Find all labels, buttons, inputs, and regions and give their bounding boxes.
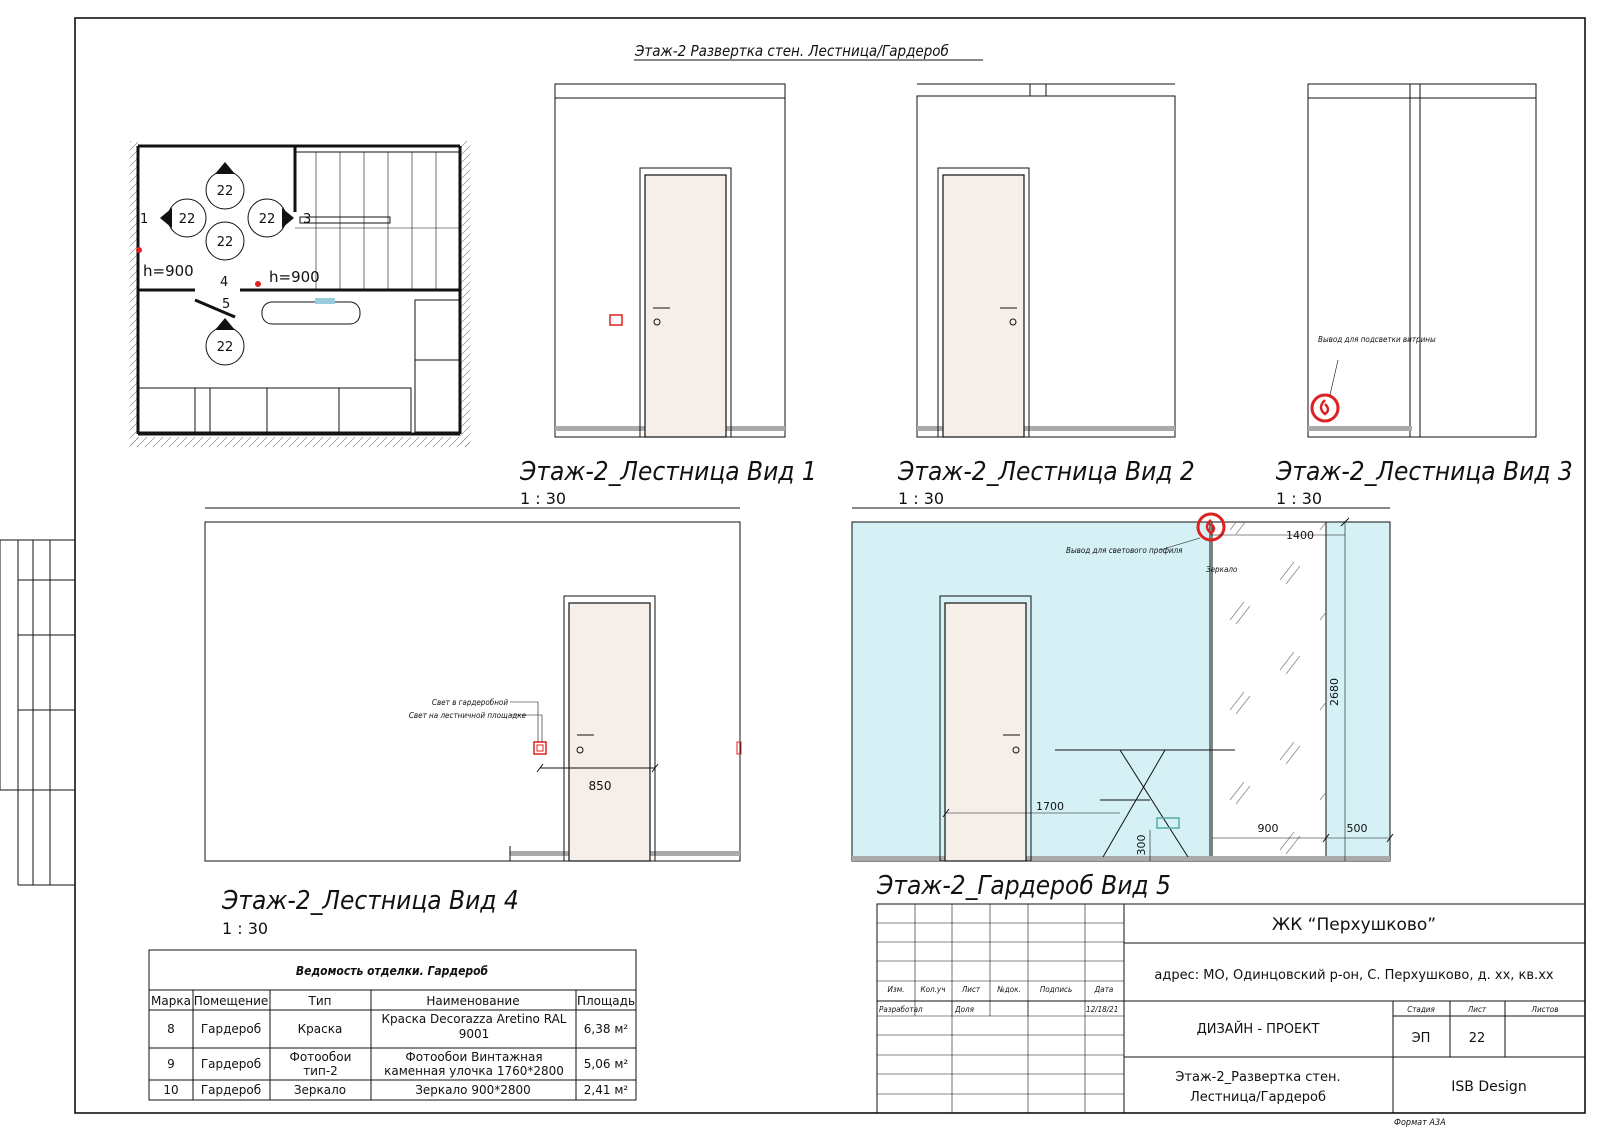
dim-mirror-width: 900 xyxy=(1257,822,1279,835)
dim-right: 500 xyxy=(1346,822,1368,835)
mirror-note: Зеркало xyxy=(1206,565,1238,574)
table-cell: Краска xyxy=(297,1022,343,1036)
dim-door-width: 850 xyxy=(588,779,612,793)
table-title: Ведомость отделки. Гардероб xyxy=(295,964,489,978)
doc-type: ДИЗАЙН - ПРОЕКТ xyxy=(1196,1022,1320,1037)
elevation-view-2 xyxy=(917,84,1175,437)
view-number: 5 xyxy=(222,297,231,312)
table-cell: 10 xyxy=(163,1083,179,1097)
marker-label: 22 xyxy=(216,184,234,199)
light-note-1: Свет в гардеробной xyxy=(431,698,508,707)
table-cell: Зеркало xyxy=(293,1083,347,1097)
view-3-title: Этаж-2_Лестница Вид 3 xyxy=(1276,457,1573,487)
view-3-scale: 1 : 30 xyxy=(1276,489,1323,508)
stamp-col: Лист xyxy=(961,985,981,994)
format-label: Формат А3А xyxy=(1394,1118,1446,1128)
table-header: Тип xyxy=(308,994,332,1008)
marker-label: 22 xyxy=(178,212,196,227)
sheet-title: Этаж-2 Развертка стен. Лестница/Гардероб xyxy=(635,42,949,60)
marker-label: 22 xyxy=(216,235,234,250)
table-cell: Краска Decorazza Aretino RAL 9001 xyxy=(381,1012,567,1041)
stamp-col: Подпись xyxy=(1039,985,1073,994)
table-cell: 2,41 м² xyxy=(583,1083,629,1097)
sheet-label: Лист xyxy=(1467,1005,1487,1014)
dim-low: 300 xyxy=(1135,834,1148,856)
view-4-title: Этаж-2_Лестница Вид 4 xyxy=(222,886,519,916)
elevation-view-4 xyxy=(205,508,741,861)
dim-left: 1700 xyxy=(1036,800,1064,813)
table-cell: Гардероб xyxy=(200,1022,262,1036)
elevation-view-5 xyxy=(852,508,1393,861)
stamp-col: Изм. xyxy=(887,985,905,994)
view-2-title: Этаж-2_Лестница Вид 2 xyxy=(898,457,1195,487)
table-cell: 6,38 м² xyxy=(583,1022,629,1036)
light-note-2: Свет на лестничной площадке xyxy=(408,711,526,720)
sheet-name-line-1: Этаж-2_Развертка стен. xyxy=(1175,1070,1341,1085)
floor-plan xyxy=(130,141,470,447)
view-number: 1 xyxy=(140,212,149,227)
stamp-col: Дата xyxy=(1094,985,1114,994)
view-5-title: Этаж-2_Гардероб Вид 5 xyxy=(877,871,1171,901)
elevation-view-3 xyxy=(1308,84,1536,437)
marker-label: 22 xyxy=(216,340,234,355)
developer-label: Разработал xyxy=(879,1005,923,1014)
marker-label: 22 xyxy=(258,212,276,227)
view-1-scale: 1 : 30 xyxy=(520,489,567,508)
stamp-col: Кол.уч xyxy=(920,985,946,994)
project-name: ЖК “Перхушково” xyxy=(1271,915,1437,935)
table-cell: 5,06 м² xyxy=(583,1057,629,1071)
stage-label: Стадия xyxy=(1407,1005,1435,1014)
table-cell: 9 xyxy=(167,1057,175,1071)
table-header: Наименование xyxy=(426,994,520,1008)
view-number: 3 xyxy=(303,212,312,227)
sheets-label: Листов xyxy=(1531,1005,1559,1014)
profile-note: Вывод для светового профиля xyxy=(1066,546,1183,555)
table-cell: Фотообои Винтажная каменная улочка 1760*2800 xyxy=(384,1050,564,1078)
table-cell: Зеркало 900*2800 xyxy=(415,1083,531,1097)
developer-name: Доля xyxy=(955,1005,974,1014)
table-cell: Гардероб xyxy=(200,1083,262,1097)
dim-top-width: 1400 xyxy=(1286,529,1314,542)
table-cell: Гардероб xyxy=(200,1057,262,1071)
company-name: ISB Design xyxy=(1451,1079,1527,1095)
table-cell: 8 xyxy=(167,1022,175,1036)
stamp-date: 12/18/21 xyxy=(1086,1005,1119,1014)
dim-height: 2680 xyxy=(1328,678,1341,706)
height-note: h=900 xyxy=(269,268,320,286)
table-header: Помещение xyxy=(193,994,269,1008)
side-stamp xyxy=(0,540,75,885)
table-header: Площадь xyxy=(576,994,636,1008)
sheet-name-line-2: Лестница/Гардероб xyxy=(1190,1090,1326,1105)
view-2-scale: 1 : 30 xyxy=(898,489,945,508)
height-note: h=900 xyxy=(143,262,194,280)
outlet-note: Вывод для подсветки витрины xyxy=(1318,335,1436,344)
table-cell: Фотообои тип-2 xyxy=(289,1050,352,1078)
view-number: 4 xyxy=(220,275,229,290)
project-address: адрес: МО, Одинцовский р-он, С. Перхушково, д. хх, кв.хх xyxy=(1154,968,1554,983)
view-4-scale: 1 : 30 xyxy=(222,919,269,938)
elevation-view-1 xyxy=(555,84,785,437)
table-header: Марка xyxy=(151,994,191,1008)
stage-value: ЭП xyxy=(1411,1031,1431,1046)
sheet-value: 22 xyxy=(1468,1031,1486,1046)
stamp-col: №док. xyxy=(997,985,1021,994)
view-1-title: Этаж-2_Лестница Вид 1 xyxy=(520,457,817,487)
